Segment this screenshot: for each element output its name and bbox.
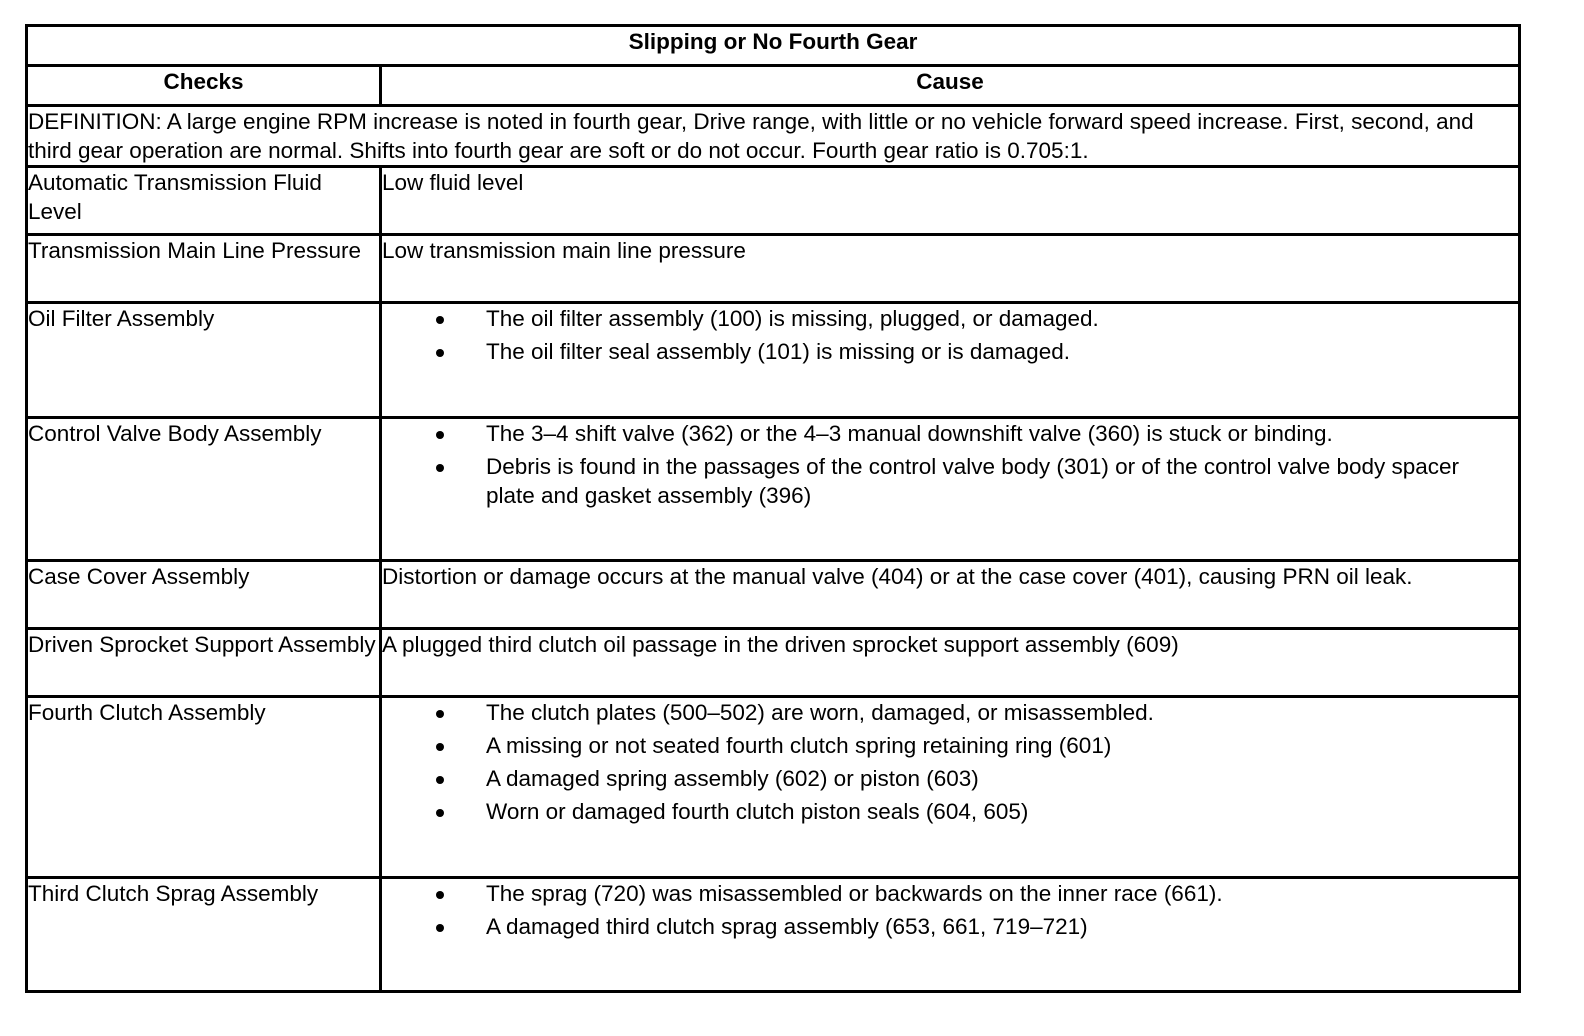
check-cell: Transmission Main Line Pressure [27, 235, 381, 303]
bullet-icon [436, 924, 444, 932]
table-title: Slipping or No Fourth Gear [27, 26, 1520, 66]
list-item [382, 452, 1518, 510]
check-cell: Control Valve Body Assembly [27, 418, 381, 561]
definition-row [27, 106, 1520, 167]
cause-cell: A plugged third clutch oil passage in the driven sprocket support assembly (609) [381, 629, 1520, 697]
table-row [27, 878, 1520, 992]
bullet-icon [436, 316, 444, 324]
bullet-icon [436, 464, 444, 472]
cause-bullet-list [382, 419, 1518, 510]
bullet-text: A damaged spring assembly (602) or piston (603) [486, 766, 979, 791]
bullet-text: The sprag (720) was misassembled or backwards on the inner race (661). [486, 881, 1223, 906]
bullet-text: The 3–4 shift valve (362) or the 4–3 manual downshift valve (360) is stuck or binding. [486, 421, 1333, 446]
list-item [382, 797, 1518, 826]
table-row [27, 629, 1520, 697]
list-item [382, 731, 1518, 760]
table-row [27, 167, 1520, 235]
list-item [382, 419, 1518, 448]
list-item [382, 764, 1518, 793]
check-cell: Case Cover Assembly [27, 561, 381, 629]
cause-cell [381, 303, 1520, 418]
header-row [27, 66, 1520, 106]
checks-header: Checks [27, 66, 381, 106]
cause-bullet-list [382, 698, 1518, 826]
title-row [27, 26, 1520, 66]
bullet-icon [436, 710, 444, 718]
bullet-icon [436, 891, 444, 899]
cause-cell: Low fluid level [381, 167, 1520, 235]
cause-cell [381, 418, 1520, 561]
definition-text: DEFINITION: A large engine RPM increase is noted in fourth gear, Drive range, with little or no vehicle forward speed increase. First, second, and third gear operation are normal. Shifts into fourth gear are soft or do not occur. Fourth gear ratio is 0.705:1. [27, 106, 1520, 167]
bullet-text: The oil filter seal assembly (101) is missing or is damaged. [486, 339, 1070, 364]
cause-cell: Low transmission main line pressure [381, 235, 1520, 303]
cause-bullet-list [382, 304, 1518, 366]
bullet-icon [436, 349, 444, 357]
list-item [382, 912, 1518, 941]
table-row [27, 561, 1520, 629]
table-row [27, 235, 1520, 303]
bullet-text: Debris is found in the passages of the control valve body (301) or of the control valve body spacer plate and gasket assembly (396) [486, 454, 1460, 508]
list-item [382, 337, 1518, 366]
bullet-icon [436, 743, 444, 751]
bullet-text: A missing or not seated fourth clutch spring retaining ring (601) [486, 733, 1112, 758]
check-cell: Oil Filter Assembly [27, 303, 381, 418]
list-item [382, 698, 1518, 727]
bullet-text: The clutch plates (500–502) are worn, damaged, or misassembled. [486, 700, 1154, 725]
bullet-icon [436, 431, 444, 439]
bullet-text: Worn or damaged fourth clutch piston seals (604, 605) [486, 799, 1029, 824]
table-row [27, 303, 1520, 418]
diagnosis-table [25, 24, 1521, 993]
cause-bullet-list [382, 879, 1518, 941]
bullet-icon [436, 776, 444, 784]
list-item [382, 304, 1518, 333]
cause-cell: Distortion or damage occurs at the manual valve (404) or at the case cover (401), causing PRN oil leak. [381, 561, 1520, 629]
bullet-text: The oil filter assembly (100) is missing, plugged, or damaged. [486, 306, 1099, 331]
table-row [27, 697, 1520, 878]
check-cell: Automatic Transmission Fluid Level [27, 167, 381, 235]
cause-header: Cause [381, 66, 1520, 106]
check-cell: Fourth Clutch Assembly [27, 697, 381, 878]
check-cell: Third Clutch Sprag Assembly [27, 878, 381, 992]
bullet-text: A damaged third clutch sprag assembly (653, 661, 719–721) [486, 914, 1088, 939]
check-cell: Driven Sprocket Support Assembly [27, 629, 381, 697]
bullet-icon [436, 809, 444, 817]
cause-cell [381, 697, 1520, 878]
cause-cell [381, 878, 1520, 992]
table-row [27, 418, 1520, 561]
list-item [382, 879, 1518, 908]
